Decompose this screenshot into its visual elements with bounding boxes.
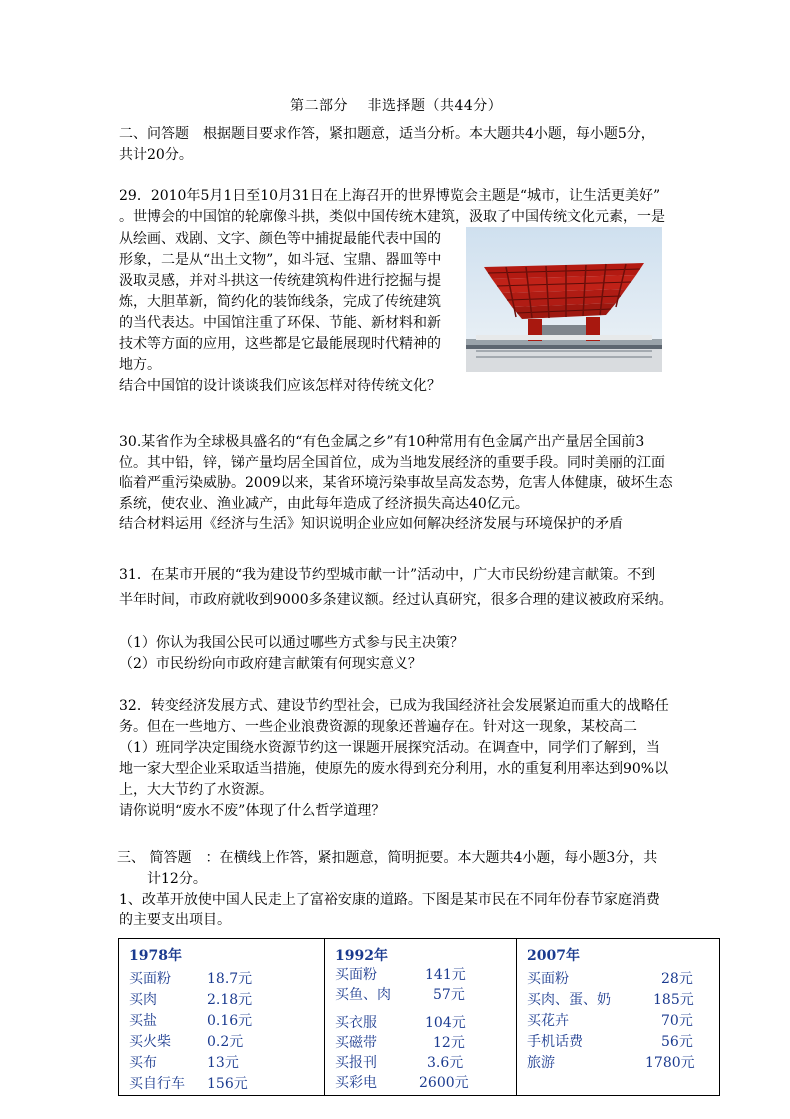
item-name: 买花卉 (527, 1013, 569, 1029)
section2-intro-line2: 共计20分。 (119, 147, 193, 163)
table-row (129, 990, 324, 1011)
item-name: 买肉 (129, 992, 157, 1008)
q30-line3: 临着严重污染威胁。2009以来，某省环境污染事故呈高发态势，危害人体健康，破坏生态 (119, 475, 673, 491)
q29-line2: 。世博会的中国馆的轮廓像斗拱，类似中国传统木建筑，汲取了中国传统文化元素，一是 (119, 209, 665, 225)
year-heading-1978: 1978年 (129, 948, 182, 964)
item-name: 买面粉 (527, 971, 569, 987)
table-row (335, 1073, 516, 1093)
q32-line4: 地一家大型企业采取适当措施，使原先的废水得到充分利用，水的重复利用率达到90%以 (119, 761, 669, 777)
q31-subquestion-2: （2）市民纷纷向市政府建言献策有何现实意义？ (119, 656, 422, 672)
item-value: 18.7元 (207, 971, 253, 987)
column-2007 (516, 939, 719, 1095)
item-name: 买衣服 (335, 1015, 377, 1031)
q30-line2: 位。其中铅，锌，锑产量均居全国首位，成为当地发展经济的重要手段。同时美丽的江面 (119, 455, 665, 471)
item-value: 57元 (433, 987, 465, 1003)
item-value: 185元 (653, 992, 694, 1008)
q30-line4: 系统，使农业、渔业减产，由此每年造成了经济损失高达40亿元。 (119, 496, 529, 512)
table-row (129, 1011, 324, 1032)
spending-table (118, 938, 720, 1096)
table-row (129, 969, 324, 990)
table-row (527, 1011, 719, 1032)
item-name: 买报刊 (335, 1055, 377, 1071)
section3-q1-line2: 的主要支出项目。 (119, 912, 231, 928)
q29-line6: 炼，大胆革新，简约化的装饰线条，完成了传统建筑 (119, 294, 441, 310)
item-value: 1780元 (645, 1055, 695, 1071)
q29-line9: 地方。 (119, 357, 161, 373)
item-name: 买盐 (129, 1013, 157, 1029)
item-value: 2600元 (419, 1075, 469, 1091)
section3-intro-line1: 三、 简答题 ：在横线上作答，紧扣题意，简明扼要。本大题共4小题，每小题3分，共 (117, 850, 658, 866)
section-title: 第二部分 非选择题（共44分） (290, 98, 503, 114)
section3-q1-line1: 1、改革开放使中国人民走上了富裕安康的道路。下图是某市民在不同年份春节家庭消费 (119, 892, 660, 908)
q32-line1: 32．转变经济发展方式、建设节约型社会，已成为我国经济社会发展紧迫而重大的战略任 (119, 698, 669, 714)
table-row (335, 985, 516, 1005)
item-name: 旅游 (527, 1055, 555, 1071)
column-1992 (324, 939, 516, 1095)
section3-intro-line2: 计12分。 (147, 871, 207, 887)
item-name: 买自行车 (129, 1076, 185, 1092)
q29-line7: 的当代表达。中国馆注重了环保、节能、新材料和新 (119, 315, 441, 331)
item-value: 56元 (661, 1034, 693, 1050)
q29-line8: 技术等方面的应用，这些都是它最能展现时代精神的 (119, 336, 441, 352)
item-name: 买磁带 (335, 1035, 377, 1051)
china-pavilion-photo (466, 227, 662, 372)
q32-line5: 上，大大节约了水资源。 (119, 782, 273, 798)
year-heading-2007: 2007年 (527, 948, 580, 964)
item-name: 手机话费 (527, 1034, 583, 1050)
item-name: 买肉、蛋、奶 (527, 992, 611, 1008)
item-name: 买布 (129, 1055, 157, 1071)
item-name: 买火柴 (129, 1034, 171, 1050)
item-name: 买彩电 (335, 1075, 377, 1091)
q32-line2: 务。但在一些地方、一些企业浪费资源的现象还普遍存在。针对这一现象，某校高二 (119, 719, 637, 735)
column-1978 (119, 939, 324, 1095)
table-row (335, 1033, 516, 1053)
q30-question: 结合材料运用《经济与生活》知识说明企业应如何解决经济发展与环境保护的矛盾 (119, 516, 623, 532)
table-row (527, 990, 719, 1011)
item-value: 12元 (433, 1035, 465, 1051)
q32-line3: （1）班同学决定围绕水资源节约这一课题开展探究活动。在调查中，同学们了解到，当 (119, 740, 660, 756)
q29-question: 结合中国馆的设计谈谈我们应该怎样对待传统文化？ (119, 378, 441, 394)
item-value: 156元 (207, 1076, 248, 1092)
table-row (335, 965, 516, 985)
table-row (527, 1053, 719, 1074)
q30-line1: 30.某省作为全球极具盛名的“有色金属之乡”有10种常用有色金属产出产量居全国前3 (119, 434, 645, 450)
item-value: 0.2元 (207, 1034, 244, 1050)
item-value: 13元 (207, 1055, 239, 1071)
q29-line5: 汲取灵感，并对斗拱这一传统建筑构件进行挖掘与提 (119, 273, 441, 289)
item-value: 104元 (425, 1015, 466, 1031)
table-row (129, 1074, 324, 1095)
section2-intro-line1: 二、问答题 根据题目要求作答，紧扣题意，适当分析。本大题共4小题，每小题5分， (119, 126, 655, 142)
table-row (129, 1053, 324, 1074)
q31-line2: 半年时间，市政府就收到9000多条建议额。经过认真研究，很多合理的建议被政府采纳。 (119, 592, 673, 608)
table-row (527, 1032, 719, 1053)
table-row (335, 1013, 516, 1033)
q32-question: 请你说明“废水不废”体现了什么哲学道理？ (119, 803, 386, 819)
table-row (129, 1032, 324, 1053)
table-row (335, 1053, 516, 1073)
item-name: 买鱼、肉 (335, 987, 391, 1003)
item-value: 70元 (661, 1013, 693, 1029)
item-value: 2.18元 (207, 992, 253, 1008)
item-value: 141元 (425, 967, 466, 983)
q31-subquestion-1: （1）你认为我国公民可以通过哪些方式参与民主决策？ (119, 635, 464, 651)
table-row (527, 969, 719, 990)
item-name: 买面粉 (335, 967, 377, 983)
q31-line1: 31．在某市开展的“我为建设节约型城市献一计”活动中，广大市民纷纷建言献策。不到 (119, 567, 656, 583)
year-heading-1992: 1992年 (335, 948, 388, 964)
q29-line3: 从绘画、戏剧、文字、颜色等中捕捉最能代表中国的 (119, 231, 441, 247)
q29-line4: 形象，二是从“出土文物”，如斗冠、宝鼎、器皿等中 (119, 252, 442, 268)
item-value: 3.6元 (427, 1055, 464, 1071)
item-value: 28元 (661, 971, 693, 987)
q29-line1: 29．2010年5月1日至10月31日在上海召开的世界博览会主题是“城市，让生活更美好” (119, 188, 661, 204)
item-value: 0.16元 (207, 1013, 253, 1029)
item-name: 买面粉 (129, 971, 171, 987)
